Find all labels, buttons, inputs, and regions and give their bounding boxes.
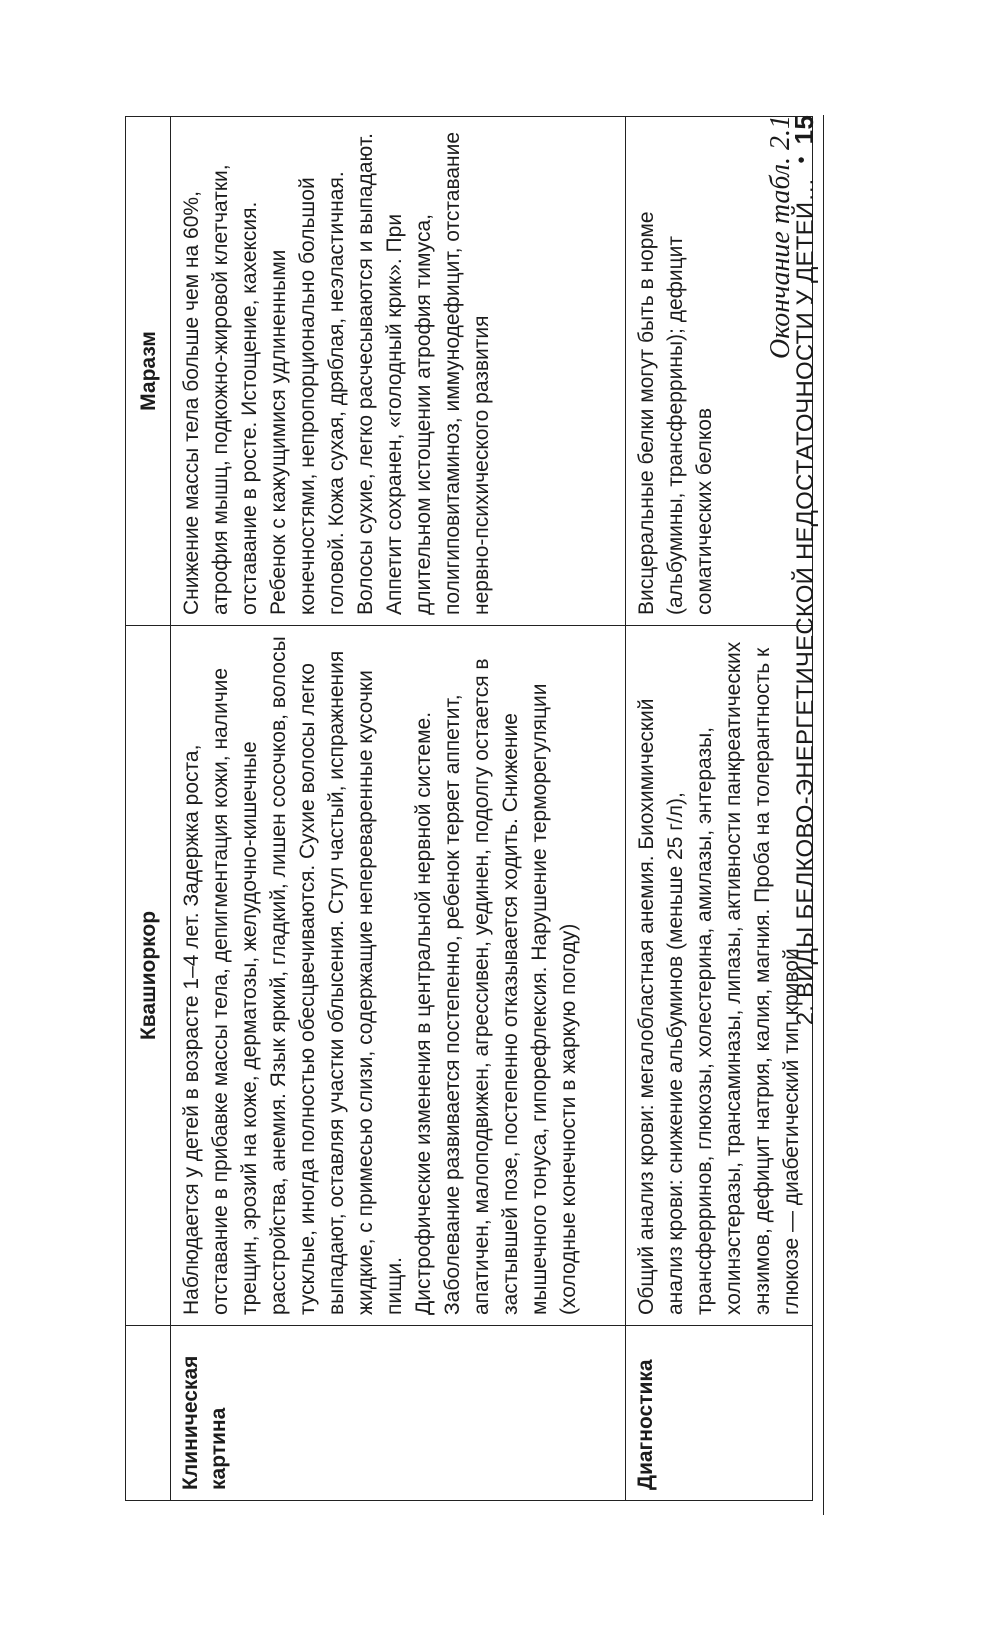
paragraph: Общий анализ крови: мегалобластная анемия. Биохимический анализ крови: снижение альбуминов (меньше 25 г/л), трансферринов, глюкозы, холестерина, амилазы, энтеразы, холинэстеразы, трансаминазы, липазы, активности панкреатических энзимов, дефицит натрия, калия, магния. Проба на толерантность к глюкозе — диабетический тип кривой [635,641,803,1315]
paragraph: Снижение массы тела больше чем на 60%, атрофия мышц, подкожно-жировой клетчатки, отставание в росте. Истощение, кахексия. Ребенок с кажущимися удлиненными конечностями, непропорционально большой головой. Кожа сухая, дряблая, неэластичная. [180,164,348,615]
paragraph: Дистрофические изменения в центральной нервной системе. Заболевание развивается постепенно, ребенок теряет аппетит, апатичен, малоподвижен, агрессивен, уединен, подолгу остается в застывшей позе, постепенно отказывается ходить. Снижение мышечного тонуса, гипорефлексия. Нарушение терморегуляции (холодные конечности в жаркую погоду) [412,658,580,1315]
table-continuation-caption: Окончание табл. 2.1 [765,115,796,359]
header-marasmus: Маразм [126,117,171,626]
comparison-table [125,116,813,1501]
header-bullet: • [791,156,813,164]
row-label-clinical: Клиническая картина [171,1326,626,1501]
chapter-title: 2. ВИДЫ БЕЛКОВО-ЭНЕРГЕТИЧЕСКОЙ НЕДОСТАТОЧНОСТИ У ДЕТЕЙ… [792,177,819,1026]
cell-marasmus-clinical [171,117,626,626]
header-rule [823,115,824,1515]
paragraph: Волосы сухие, легко расчесываются и выпадают. Аппетит сохранен, «голодный крик». При длительном истощении атрофия тимуса, полигиповитаминоз, иммунодефицит, отставание нервно-психического развития [354,131,493,615]
header-kwashiorkor: Квашиоркор [126,626,171,1326]
table-wrapper [125,117,813,1501]
running-header [780,115,820,1515]
page-number: 15 [789,115,819,145]
paragraph: Висцеральные белки могут быть в норме (альбумины, трансферрины); дефицит соматических белков [635,211,716,615]
paragraph: Наблюдается у детей в возрасте 1–4 лет. Задержка роста, отставание в прибавке массы тела, депигментация кожи, наличие трещин, эрозий на коже, дерматозы, желудочно-кишечные расстройства, анемия. Язык яркий, гладкий, лишен сосочков, волосы тусклые, иногда полностью обесцвечиваются. Сухие волосы легко выпадают, оставляя участки облысения. Стул частый, испражнения жидкие, с примесью слизи, содержащие непереваренные кусочки пищи. [180,636,406,1315]
book-page [35,45,935,1545]
table-header-row [126,117,171,1501]
row-label-diagnostics: Диагностика [626,1326,813,1501]
table-row [171,117,626,1501]
cell-kwashiorkor-clinical [171,626,626,1326]
header-empty [126,1326,171,1501]
